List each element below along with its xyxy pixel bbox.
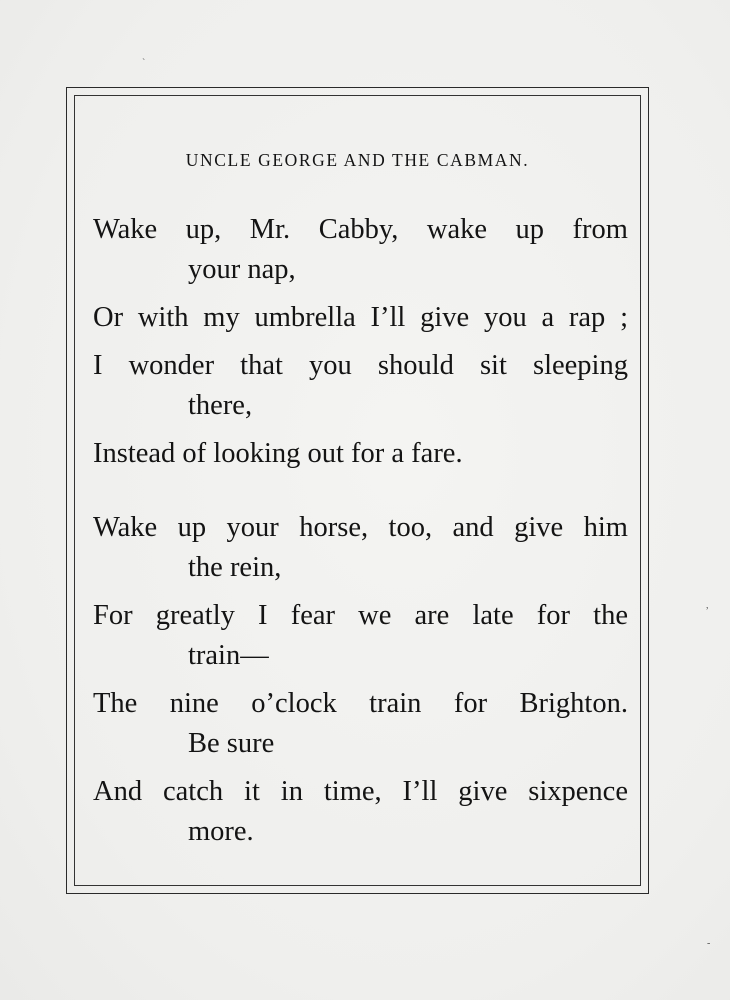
stanza-2	[93, 508, 628, 852]
poem-line-continuation: the rein,	[188, 552, 282, 583]
poem-line-continuation: your nap,	[188, 254, 296, 285]
poem-line-continuation: train—	[188, 640, 269, 671]
poem-line: Instead of looking out for a fare.	[93, 438, 463, 469]
poem-line-continuation: there,	[188, 390, 253, 421]
paper-speck: -	[707, 938, 711, 949]
poem-line: Wake up, Mr. Cabby, wake up from	[93, 214, 628, 245]
paper-speck: ,	[706, 600, 709, 611]
poem-body	[93, 210, 628, 852]
poem-title: UNCLE GEORGE AND THE CABMAN.	[185, 150, 530, 170]
poem-line: For greatly I fear we are late for the	[93, 600, 628, 631]
poem-line: Wake up your horse, too, and give him	[93, 512, 628, 543]
poem-line-continuation: Be sure	[188, 728, 275, 759]
paper-speck: `	[142, 58, 146, 69]
poem-line: And catch it in time, I’ll give sixpence	[93, 776, 628, 807]
poem-line: Or with my umbrella I’ll give you a rap ;	[93, 302, 628, 333]
stanza-1	[93, 210, 628, 474]
poem-line-continuation: more.	[188, 816, 254, 847]
poem-line: The nine o’clock train for Brighton.	[93, 688, 628, 719]
poem-line: I wonder that you should sit sleeping	[93, 350, 628, 381]
